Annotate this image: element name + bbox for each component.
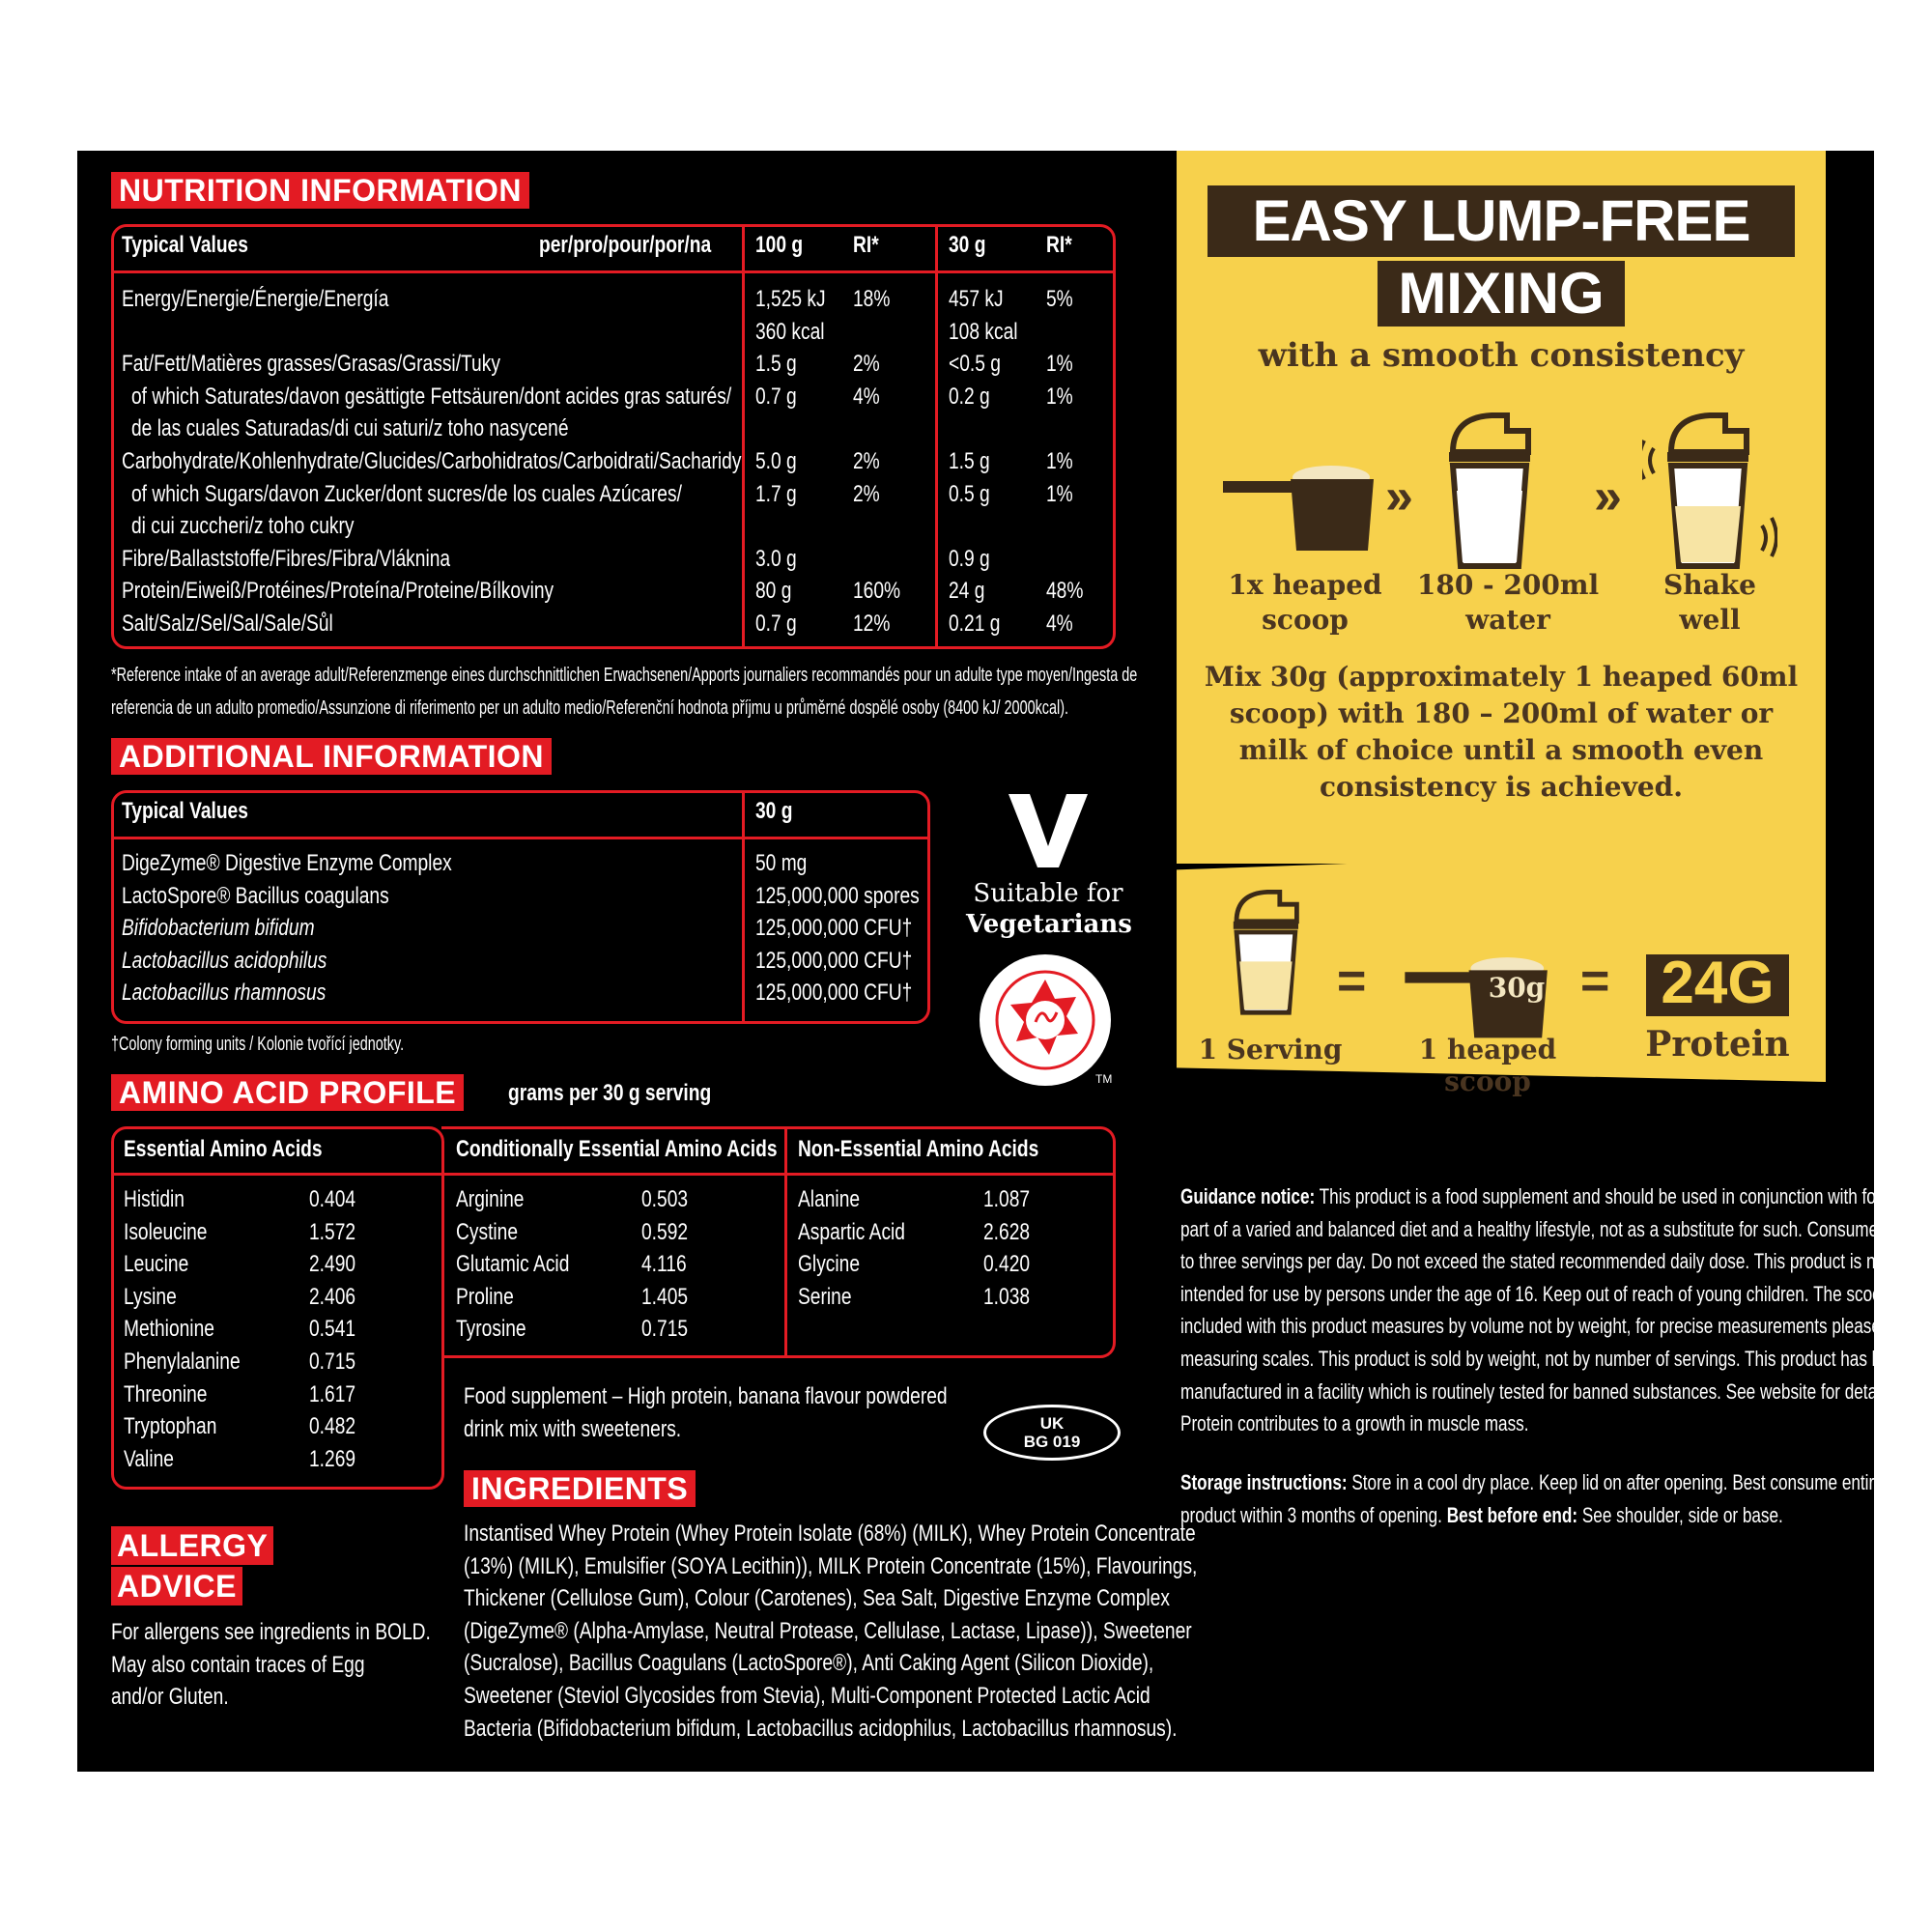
ingredients-line: Bacteria (Bifidobacterium bifidum, Lactobacillus acidophilus, Lactobacillus rhamnosus). (464, 1715, 1178, 1742)
storage-line2b: See shoulder, side or base. (1577, 1503, 1783, 1527)
nutrition-row-100g: 1.7 g (755, 480, 797, 507)
best-before-label: Best before end: (1446, 1503, 1578, 1527)
guidance-line (1180, 1411, 1529, 1436)
nutrition-row-label: Protein/Eiweiß/Protéines/Proteína/Proteine/Bílkoviny (122, 578, 554, 605)
ingredients-line: (DigeZyme® (Alpha-Amylase, Neutral Protease, Cellulase, Lactase, Lipase)), Sweetener (464, 1617, 1192, 1644)
nutrition-row-30g: 0.9 g (949, 545, 990, 572)
nutrition-row-30g: 0.5 g (949, 480, 990, 507)
nutrition-row-label: Fibre/Ballaststoffe/Fibres/Fibra/Vláknina (122, 545, 451, 572)
nutrition-row-label: de las cuales Saturadas/di cui saturi/z toho nasycené (131, 415, 569, 442)
step3-line1: Shake (1663, 569, 1756, 601)
guidance-line (1180, 1379, 1897, 1405)
nutrition-header-30g: 30 g (949, 232, 986, 258)
allergy-title-line2: ADVICE (111, 1567, 242, 1605)
ingredients-line: Sweetener (Steviol Glycosides from Stevia), Multi-Component Protected Lactic Acid (464, 1683, 1151, 1709)
nonessential-amino-value: 1.038 (983, 1283, 1031, 1310)
additional-header-label: Typical Values (122, 798, 248, 824)
nutrition-row-100g: 3.0 g (755, 545, 797, 572)
guidance-text: intended for use by persons under the age of 16. Keep out of reach of young children. The scoop (1180, 1281, 1891, 1306)
essential-amino-value: 1.269 (309, 1445, 356, 1472)
guidance-text: This product is a food supplement and should be used in conjunction with food as (1315, 1184, 1917, 1208)
essential-amino-value: 1.572 (309, 1218, 356, 1245)
conditional-heading: Conditionally Essential Amino Acids (456, 1136, 778, 1162)
additional-row-value: 125,000,000 spores (755, 882, 920, 909)
step2-line1: 180 - 200ml (1416, 569, 1600, 601)
nutrition-row-ri2: 1% (1046, 480, 1073, 507)
nutrition-row-100g: 80 g (755, 578, 792, 605)
guidance-line (1180, 1282, 1890, 1307)
allergy-line: May also contain traces of Egg (111, 1651, 365, 1678)
conditional-amino-name: Arginine (456, 1186, 525, 1212)
step1-line2: scoop (1262, 604, 1349, 636)
uk-mark-line2: BG 019 (1023, 1433, 1081, 1451)
essential-amino-name: Isoleucine (124, 1218, 208, 1245)
ingredients-line: (13%) (MILK), Emulsifier (SOYA Lecithin)), MILK Protein Concentrate (15%), Flavourings, (464, 1552, 1198, 1579)
storage-label: Storage instructions: (1180, 1470, 1348, 1494)
essential-amino-name: Methionine (124, 1316, 214, 1343)
nutrition-header-ri2: RI* (1046, 232, 1072, 258)
additional-row-label: Lactobacillus acidophilus (122, 947, 327, 974)
nutrition-row-30g: <0.5 g (949, 351, 1001, 378)
additional-row-value: 50 mg (755, 850, 808, 876)
guidance-text: Protein contributes to a growth in muscle mass. (1180, 1411, 1529, 1436)
supplement-line1: Food supplement – High protein, banana flavour powdered (464, 1383, 948, 1409)
nutrition-row-ri2: 1% (1046, 383, 1073, 410)
conditional-amino-name: Proline (456, 1283, 514, 1310)
scoop-amount: 30g (1488, 972, 1546, 1004)
mixing-instruction-line: scoop) with 180 – 200ml of water or (1229, 697, 1774, 729)
ingredients-line: Thickener (Cellulose Gum), Colour (Carotenes), Sea Salt, Digestive Enzyme Complex (464, 1585, 1170, 1612)
step2-line2: water (1465, 604, 1550, 636)
allergy-title-line1: ALLERGY (111, 1526, 273, 1565)
essential-amino-value: 1.617 (309, 1380, 356, 1407)
nutrition-footnote-line1: *Reference intake of an average adult/Referenzmenge eines durchschnittlichen Erwachsenen/Apports journaliers recommandés pour un adulte type moyen/Ingesta de (111, 665, 1138, 686)
mixing-instruction-line: milk of choice until a smooth even (1238, 734, 1764, 766)
nutrition-row-ri1: 18% (853, 286, 891, 312)
nutrition-row-100g: 1,525 kJ (755, 286, 826, 312)
equals-1: = (1337, 953, 1367, 1009)
storage-instructions (1180, 1466, 1932, 1532)
essential-amino-name: Valine (124, 1445, 174, 1472)
guidance-text: to three servings per day. Do not exceed the stated recommended daily dose. This product is not (1180, 1249, 1889, 1274)
nutrition-row-label: Carbohydrate/Kohlenhydrate/Glucides/Carbohidratos/Carboidrati/Sacharidy (122, 448, 742, 474)
conditional-amino-value: 1.405 (641, 1283, 689, 1310)
essential-amino-value: 0.482 (309, 1413, 356, 1440)
essential-amino-value: 0.404 (309, 1186, 356, 1212)
step3-label (1642, 568, 1777, 638)
essential-amino-name: Lysine (124, 1283, 177, 1310)
allergy-line: For allergens see ingredients in BOLD. (111, 1619, 431, 1645)
essential-amino-value: 2.490 (309, 1251, 356, 1278)
nutrition-row-30g: 108 kcal (949, 318, 1018, 345)
nutrition-header-label: Typical Values (122, 232, 248, 258)
nutrition-row-100g: 360 kcal (755, 318, 825, 345)
guidance-line (1180, 1184, 1917, 1209)
nutrition-header-per: per/pro/pour/por/na (539, 232, 712, 258)
additional-row-label: Bifidobacterium bifidum (122, 915, 315, 942)
ingredients-title: INGREDIENTS (464, 1470, 696, 1507)
nutrition-row-ri2: 5% (1046, 286, 1073, 312)
conditional-amino-value: 4.116 (641, 1251, 687, 1278)
nutrition-row-label: of which Sugars/davon Zucker/dont sucres/de los cuales Azúcares/ (131, 480, 682, 507)
mixing-instruction-line: Mix 30g (approximately 1 heaped 60ml (1204, 661, 1799, 693)
nutrition-row-100g: 1.5 g (755, 351, 797, 378)
guidance-text: included with this product measures by volume not by weight, for precise measurements please use (1180, 1314, 1913, 1339)
uk-mark (983, 1405, 1121, 1461)
allergy-line: and/or Gluten. (111, 1684, 229, 1711)
nonessential-amino-value: 2.628 (983, 1218, 1031, 1245)
conditional-amino-value: 0.592 (641, 1218, 689, 1245)
essential-amino-name: Histidin (124, 1186, 185, 1212)
nonessential-amino-value: 0.420 (983, 1251, 1031, 1278)
nutrition-row-ri2: 1% (1046, 351, 1073, 378)
nutrition-row-ri1: 12% (853, 611, 891, 637)
additional-header-30g: 30 g (755, 798, 793, 824)
guidance-label: Guidance notice: (1180, 1184, 1316, 1208)
storage-line2a: product within 3 months of opening. (1180, 1503, 1447, 1527)
arrow-1: » (1385, 469, 1413, 525)
nonessential-amino-name: Aspartic Acid (798, 1218, 905, 1245)
halal-logo (978, 952, 1113, 1088)
shaker-water-icon (1434, 410, 1549, 570)
nutrition-row-30g: 0.21 g (949, 611, 1001, 637)
additional-row-value: 125,000,000 CFU† (755, 947, 913, 974)
nonessential-amino-name: Serine (798, 1283, 852, 1310)
essential-heading: Essential Amino Acids (124, 1136, 323, 1162)
mixing-instruction-line: consistency is achieved. (1320, 771, 1683, 803)
nutrition-row-100g: 0.7 g (755, 383, 797, 410)
ingredients-line: (Sucralose), Bacillus Coagulans (LactoSpore®), Anti Caking Agent (Silicon Dioxide), (464, 1650, 1154, 1677)
serving-label: 1 Serving (1198, 1034, 1343, 1065)
mixing-subtitle: with a smooth consistency (1258, 336, 1745, 375)
guidance-text: part of a varied and balanced diet and a healthy lifestyle, not as a substitute for such. Consume up (1180, 1216, 1901, 1241)
conditional-amino-name: Glutamic Acid (456, 1251, 570, 1278)
nonessential-heading: Non-Essential Amino Acids (798, 1136, 1039, 1162)
nonessential-amino-name: Glycine (798, 1251, 861, 1278)
step1-label (1213, 568, 1397, 638)
essential-amino-name: Tryptophan (124, 1413, 217, 1440)
guidance-text: measuring scales. This product is sold by weight, not by number of servings. This product has been (1180, 1347, 1909, 1371)
essential-amino-value: 0.715 (309, 1349, 356, 1375)
halal-tm: TM (1095, 1072, 1113, 1086)
additional-row-label: DigeZyme® Digestive Enzyme Complex (122, 850, 452, 876)
additional-row-label: LactoSpore® Bacillus coagulans (122, 882, 389, 909)
nutrition-row-ri1: 160% (853, 578, 901, 605)
additional-title: ADDITIONAL INFORMATION (111, 738, 552, 775)
serving-shaker-icon (1221, 881, 1314, 1022)
essential-amino-name: Threonine (124, 1380, 208, 1407)
additional-footnote: †Colony forming units / Kolonie tvořící jednotky. (111, 1034, 405, 1055)
guidance-line (1180, 1347, 1909, 1372)
storage-line1: Store in a cool dry place. Keep lid on after opening. Best consume entire (1347, 1470, 1884, 1494)
nutrition-row-30g: 457 kJ (949, 286, 1004, 312)
uk-mark-line1: UK (1039, 1414, 1065, 1433)
additional-row-value: 125,000,000 CFU† (755, 915, 913, 942)
guidance-line (1180, 1217, 1901, 1242)
conditional-amino-value: 0.715 (641, 1316, 689, 1343)
nutrition-title: NUTRITION INFORMATION (111, 172, 529, 209)
nutrition-row-label: Energy/Energie/Énergie/Energía (122, 286, 389, 312)
conditional-amino-name: Tyrosine (456, 1316, 526, 1343)
essential-amino-value: 2.406 (309, 1283, 356, 1310)
conditional-amino-name: Cystine (456, 1218, 519, 1245)
step3-line2: well (1679, 604, 1741, 636)
mixing-title-line1: EASY LUMP-FREE (1252, 188, 1750, 253)
equals-2: = (1580, 953, 1610, 1009)
conditional-amino-value: 0.503 (641, 1186, 689, 1212)
nonessential-amino-name: Alanine (798, 1186, 861, 1212)
nutrition-row-30g: 0.2 g (949, 383, 990, 410)
nutrition-header-100g: 100 g (755, 232, 804, 258)
nutrition-row-ri1: 4% (853, 383, 880, 410)
scoop-label: 1 heaped scoop (1418, 1034, 1557, 1097)
guidance-text: manufactured in a facility which is routinely tested for banned substances. See website for details. (1180, 1378, 1898, 1404)
mixing-title-line2: MIXING (1398, 261, 1605, 326)
shaker-shake-icon (1642, 410, 1777, 570)
nutrition-row-label: di cui zuccheri/z toho cukry (131, 513, 355, 540)
scoop-icon (1223, 450, 1378, 556)
nutrition-row-ri1: 2% (853, 480, 880, 507)
nutrition-header-ri1: RI* (853, 232, 879, 258)
additional-row-label: Lactobacillus rhamnosus (122, 980, 327, 1007)
amino-title: AMINO ACID PROFILE (111, 1074, 464, 1111)
nonessential-amino-value: 1.087 (983, 1186, 1031, 1212)
arrow-2: » (1594, 469, 1622, 525)
essential-amino-name: Leucine (124, 1251, 189, 1278)
nutrition-row-ri1: 2% (853, 448, 880, 474)
amino-subtitle: grams per 30 g serving (508, 1080, 712, 1106)
nutrition-row-100g: 5.0 g (755, 448, 797, 474)
nutrition-footnote-line2: referencia de un adulto promedio/Assunzione di riferimento per un adulto medio/Referenční hodnota příjmu u průměrné dospělé osoby (8400 kJ/ 2000kcal). (111, 697, 1068, 719)
nutrition-row-ri2: 1% (1046, 448, 1073, 474)
ingredients-line: Instantised Whey Protein (Whey Protein Isolate (68%) (MILK), Whey Protein Concentrate (464, 1520, 1196, 1547)
nutrition-row-label: of which Saturates/davon gesättigte Fettsäuren/dont acides gras saturés/ (131, 383, 732, 410)
guidance-line (1180, 1249, 1889, 1274)
protein-amount: 24G (1661, 950, 1775, 1016)
mixing-instructions (1177, 659, 1826, 806)
nutrition-row-100g: 0.7 g (755, 611, 797, 637)
nutrition-row-label: Fat/Fett/Matières grasses/Grasas/Grassi/Tuky (122, 351, 500, 378)
nutrition-row-ri2: 48% (1046, 578, 1084, 605)
nutrition-row-30g: 1.5 g (949, 448, 990, 474)
guidance-line (1180, 1314, 1912, 1339)
vegetarian-v-icon (1005, 792, 1092, 869)
protein-label: Protein (1645, 1024, 1790, 1065)
nutrition-row-ri1: 2% (853, 351, 880, 378)
nutrition-row-ri2: 4% (1046, 611, 1073, 637)
supplement-line2: drink mix with sweeteners. (464, 1416, 682, 1442)
nutrition-row-30g: 24 g (949, 578, 985, 605)
vegetarian-line1: Suitable for (973, 879, 1123, 908)
step1-line1: 1x heaped (1228, 569, 1382, 601)
additional-row-value: 125,000,000 CFU† (755, 980, 913, 1007)
essential-amino-name: Phenylalanine (124, 1349, 241, 1375)
essential-amino-value: 0.541 (309, 1316, 356, 1343)
vegetarian-line2: Vegetarians (966, 910, 1132, 939)
label-panel (77, 151, 1917, 1772)
nutrition-row-label: Salt/Salz/Sel/Sal/Sale/Sůl (122, 611, 333, 637)
step2-label (1406, 568, 1609, 638)
